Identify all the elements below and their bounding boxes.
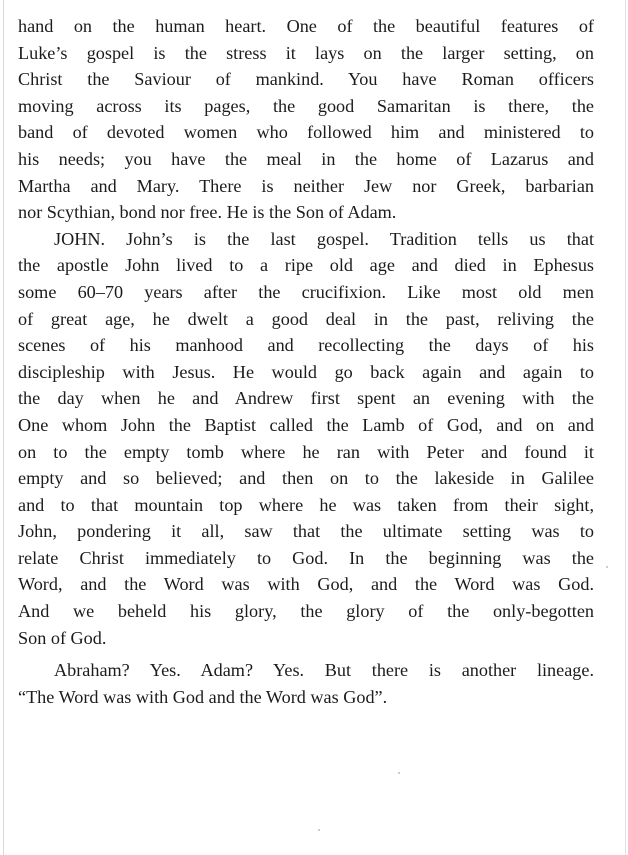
text-line: band of devoted women who followed him and ministered to bbox=[18, 122, 594, 143]
text-line: his needs; you have the meal in the home of Lazarus and bbox=[18, 148, 594, 169]
scan-speck bbox=[318, 829, 320, 831]
text-line: of great age, he dwelt a good deal in the past, reliving the bbox=[18, 308, 594, 329]
text-line: scenes of his manhood and recollecting the days of his bbox=[18, 335, 594, 356]
text-line: some 60–70 years after the crucifixion. Like most old men bbox=[18, 281, 594, 302]
text-line: moving across its pages, the good Samaritan is there, the bbox=[18, 95, 594, 116]
text-line: Christ the Saviour of mankind. You have Roman officers bbox=[18, 69, 594, 90]
text-line: the day when he and Andrew first spent an evening with the bbox=[18, 388, 594, 409]
text-line: discipleship with Jesus. He would go back again and again to bbox=[18, 361, 594, 382]
text-line: Word, and the Word was with God, and the Word was God. bbox=[18, 574, 594, 595]
text-line: empty and so believed; and then on to the lakeside in Galilee bbox=[18, 468, 594, 489]
text-line: Abraham? Yes. Adam? Yes. But there is another lineage. bbox=[54, 660, 594, 681]
text-line: Martha and Mary. There is neither Jew nor Greek, barbarian bbox=[18, 175, 594, 196]
page-edge-left bbox=[3, 0, 4, 855]
scan-speck bbox=[398, 772, 400, 774]
text-line: “The Word was with God and the Word was God”. bbox=[18, 686, 388, 707]
paragraph-lineage bbox=[18, 657, 594, 710]
text-line: John, pondering it all, saw that the ultimate setting was to bbox=[18, 521, 594, 542]
text-line: the apostle John lived to a ripe old age and died in Ephesus bbox=[18, 255, 594, 276]
text-line: hand on the human heart. One of the beautiful features of bbox=[18, 16, 594, 36]
body-text bbox=[18, 13, 594, 710]
paragraph-john bbox=[18, 226, 594, 652]
text-line: JOHN. John’s is the last gospel. Tradition tells us that bbox=[54, 228, 594, 249]
text-line: Luke’s gospel is the stress it lays on the larger setting, on bbox=[18, 42, 594, 63]
paragraph-luke bbox=[18, 13, 594, 226]
scan-speck bbox=[606, 566, 608, 568]
text-line: and to that mountain top where he was taken from their sight, bbox=[18, 494, 594, 515]
text-line: Son of God. bbox=[18, 627, 107, 648]
text-line: on to the empty tomb where he ran with Peter and found it bbox=[18, 441, 594, 462]
text-line: nor Scythian, bond nor free. He is the Son of Adam. bbox=[18, 202, 397, 223]
text-line: One whom John the Baptist called the Lamb of God, and on and bbox=[18, 414, 594, 435]
page-edge-right bbox=[625, 0, 626, 855]
text-line: relate Christ immediately to God. In the beginning was the bbox=[18, 547, 594, 568]
text-line: And we beheld his glory, the glory of the only-begotten bbox=[18, 601, 594, 622]
